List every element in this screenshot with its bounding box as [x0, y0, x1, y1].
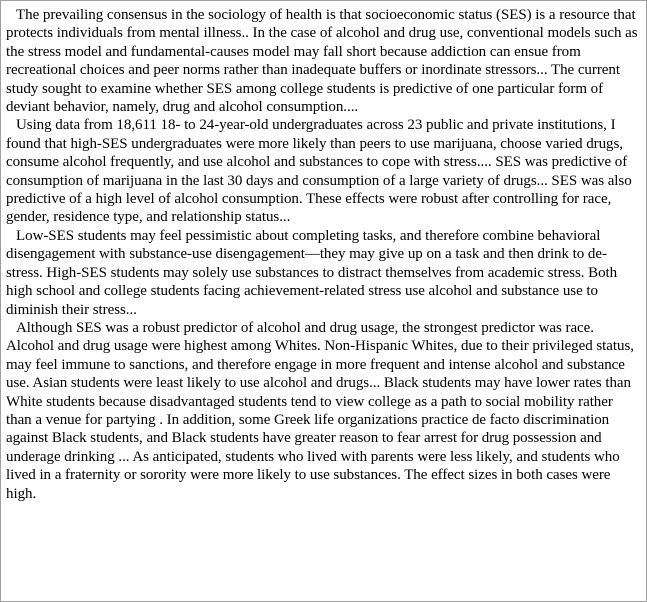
paragraph-1: The prevailing consensus in the sociology of health is that socioeconomic status (SES) is a resource that protects individuals from mental illness.. In the case of alcohol and drug use, conventional models such as the stress model and fundamental-causes model may fall short because addiction can ensue from recreational choices and peer norms rather than inadequate buffers or inordinate stressors... The current study sought to examine whether SES among college students is predictive of one particular form of deviant behavior, namely, drug and alcohol consumption.... [6, 7, 638, 116]
paragraph-2: Using data from 18,611 18- to 24-year-old undergraduates across 23 public and private institutions, I found that high-SES undergraduates were more likely than peers to use marijuana, choose varied drugs, consume alcohol frequently, and use alcohol and substances to cope with stress.... SES was predictive of consumption of marijuana in the last 30 days and consumption of a large variety of drugs... SES was also predictive of a high level of alcohol consumption. These effects were robust after controlling for race, gender, residence type, and relationship status... [6, 117, 632, 226]
paragraph-4: Although SES was a robust predictor of alcohol and drug usage, the strongest predictor was race. Alcohol and drug usage were highest among Whites. Non-Hispanic Whites, due to their privileged status, may feel immune to sanctions, and therefore engage in more frequent and intense alcohol and substance use. Asian students were least likely to use alcohol and drugs... Black students may have lower rates than White students because disadvantaged students tend to view college as a path to social mobility rather than a venue for partying . In addition, some Greek life organizations practice de facto discrimination against Black students, and Black students have greater reason to fear arrest for drug possession and underage drinking ... As anticipated, students who lived with parents were less likely, and students who lived in a fraternity or sorority were more likely to use substances. The effect sizes in both cases were high. [6, 319, 634, 502]
document-body [6, 6, 642, 503]
paragraph-3: Low-SES students may feel pessimistic about completing tasks, and therefore combine behavioral disengagement with substance-use disengagement—they may give up on a task and then drink to de-stress. High-SES students may solely use substances to distract themselves from academic stress. Both high school and college students facing achievement-related stress use alcohol and substance use to diminish their stress... [6, 227, 618, 318]
